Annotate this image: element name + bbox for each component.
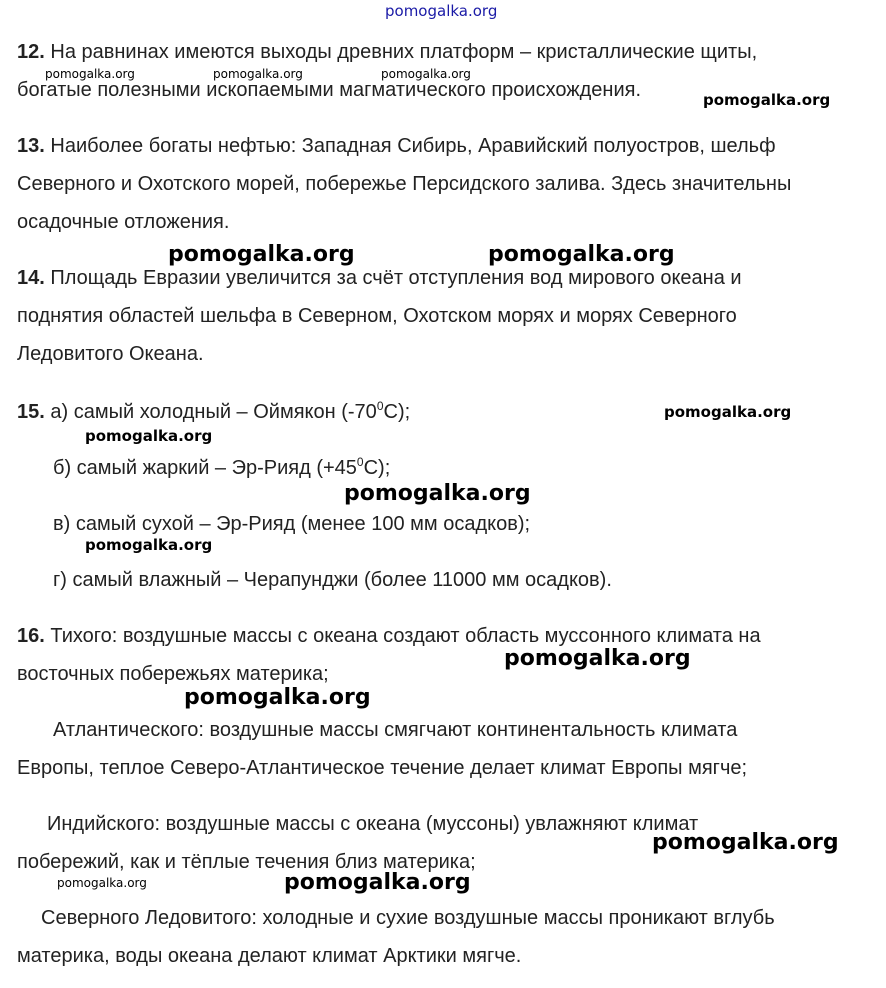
watermark: pomogalka.org (57, 876, 147, 890)
watermark: pomogalka.org (703, 91, 831, 109)
answer-16-number: 16. (17, 625, 45, 647)
answer-13-line-2: Северного и Охотского морей, побережье Персидского залива. Здесь значительны (17, 173, 792, 195)
watermark: pomogalka.org (381, 67, 471, 81)
answer-12-text-1: На равнинах имеются выходы древних платформ – кристаллические щиты, (50, 41, 758, 63)
answer-16-line-1 (17, 624, 761, 648)
answer-16-line-3: Атлантического: воздушные массы смягчают континентальность климата (53, 719, 738, 741)
watermark: pomogalka.org (488, 242, 675, 267)
answer-15-number: 15. (17, 401, 45, 423)
answer-15-item-b (53, 456, 390, 480)
answer-14-line-2: поднятия областей шельфа в Северном, Охотском морях и морях Северного (17, 305, 737, 327)
answer-16-line-8: материка, воды океана делают климат Арктики мягче. (17, 945, 522, 967)
answer-15-item-c: в) самый сухой – Эр-Рияд (менее 100 мм осадков); (53, 513, 531, 535)
answer-15-b-degree: 0 (356, 455, 364, 469)
answer-13-line-1 (17, 134, 776, 158)
watermark: pomogalka.org (284, 870, 471, 895)
answer-14-text-1: Площадь Евразии увеличится за счёт отступления вод мирового океана и (50, 267, 742, 289)
answer-16-line-7: Северного Ледовитого: холодные и сухие воздушные массы проникают вглубь (41, 907, 775, 929)
answer-14-number: 14. (17, 267, 45, 289)
answer-13-text-1: Наиболее богаты нефтью: Западная Сибирь, Аравийский полуостров, шельф (50, 135, 776, 157)
watermark: pomogalka.org (85, 536, 213, 554)
answer-13-line-3: осадочные отложения. (17, 211, 230, 233)
watermark: pomogalka.org (184, 685, 371, 710)
watermark: pomogalka.org (85, 427, 213, 445)
answer-15-a-text: а) самый холодный – Оймякон (-70 (50, 401, 377, 423)
answer-16-line-5: Индийского: воздушные массы с океана (муссоны) увлажняют климат (47, 813, 699, 835)
answer-16-text-1: Тихого: воздушные массы с океана создают область муссонного климата на (50, 625, 761, 647)
watermark: pomogalka.org (652, 830, 839, 855)
answer-13-number: 13. (17, 135, 45, 157)
answer-15-a-degree: 0 (376, 399, 384, 413)
site-header: pomogalka.org (385, 2, 498, 20)
answer-15-a-unit: С); (383, 401, 411, 423)
watermark: pomogalka.org (45, 67, 135, 81)
watermark: pomogalka.org (344, 481, 531, 506)
answer-16-line-2: восточных побережьях материка; (17, 663, 329, 685)
answer-14-line-1 (17, 266, 742, 290)
answer-16-line-6: побережий, как и тёплые течения близ материка; (17, 851, 476, 873)
answer-12-line-1 (17, 40, 757, 64)
answer-14-line-3: Ледовитого Океана. (17, 343, 204, 365)
watermark: pomogalka.org (213, 67, 303, 81)
answer-15-item-a (17, 400, 410, 424)
watermark: pomogalka.org (664, 403, 792, 421)
answer-12-number: 12. (17, 41, 45, 63)
answer-15-item-d: г) самый влажный – Черапунджи (более 11000 мм осадков). (53, 569, 612, 591)
answer-16-line-4: Европы, теплое Северо-Атлантическое течение делает климат Европы мягче; (17, 757, 748, 779)
watermark: pomogalka.org (168, 242, 355, 267)
answer-15-b-unit: С); (363, 457, 391, 479)
answer-12-line-2: богатые полезными ископаемыми магматического происхождения. (17, 79, 642, 101)
answer-15-b-text: б) самый жаркий – Эр-Рияд (+45 (53, 457, 357, 479)
watermark: pomogalka.org (504, 646, 691, 671)
